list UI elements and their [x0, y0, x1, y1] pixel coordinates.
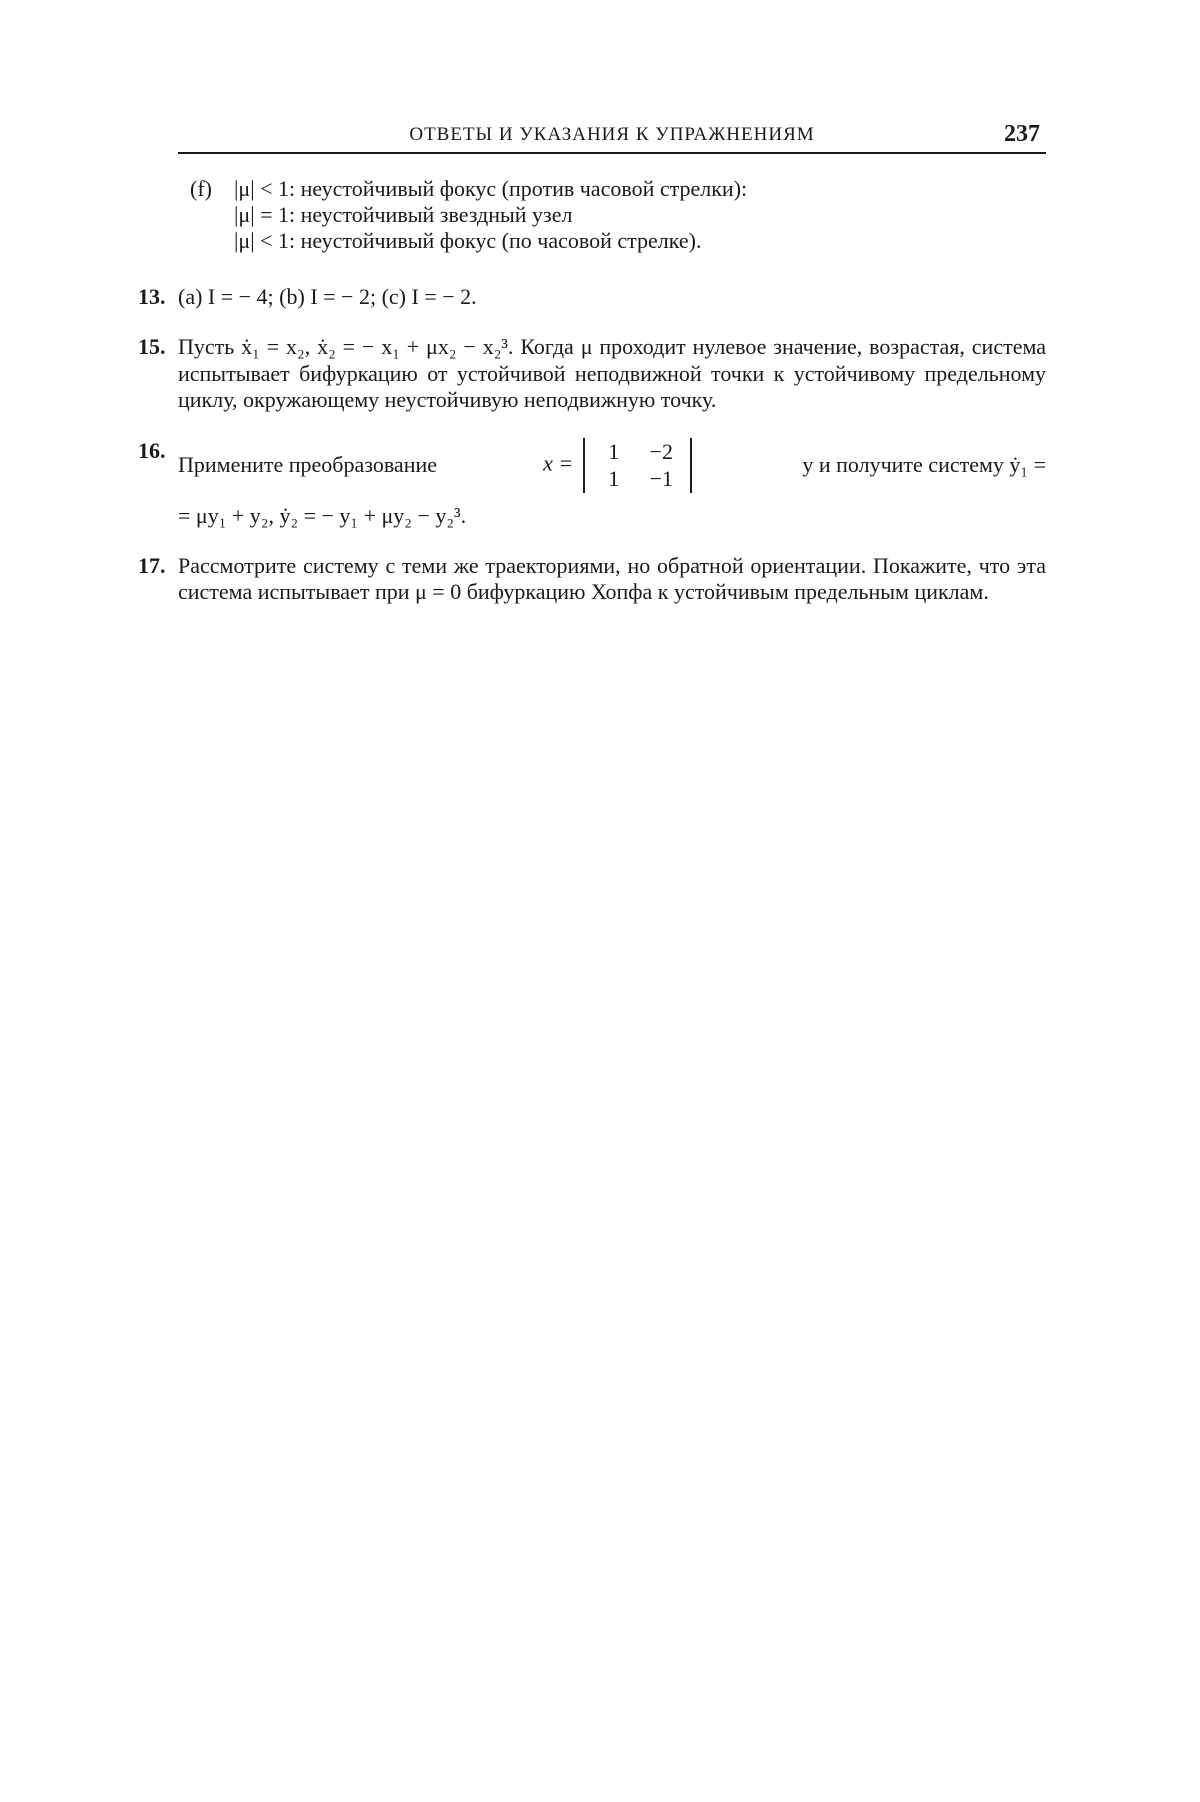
- transformation-formula: [543, 438, 696, 493]
- item-f: [178, 176, 1046, 260]
- item-f-line: |μ| < 1: неустойчивый фокус (по часовой стрелке).: [234, 228, 702, 253]
- item-f-line: |μ| < 1: неустойчивый фокус (против часовой стрелки):: [234, 176, 748, 201]
- item-f-lines: [234, 176, 747, 254]
- problem-15: [138, 334, 1046, 413]
- problem-16-line1: [178, 438, 1046, 493]
- matrix-cell: −1: [649, 466, 673, 492]
- problem-16-text-after: y и получите систему ẏ₁ =: [802, 451, 1046, 477]
- problem-16-line2: = μy₁ + y₂, ẏ₂ = − y₁ + μy₂ − y₂³.: [178, 502, 467, 528]
- running-head-title: ОТВЕТЫ И УКАЗАНИЯ К УПРАЖНЕНИЯМ: [409, 124, 815, 145]
- problem-text: (a) I = − 4; (b) I = − 2; (c) I = − 2.: [178, 284, 477, 309]
- problem-number: 17.: [138, 552, 166, 578]
- problem-number: 16.: [138, 437, 166, 463]
- problem-17: [138, 552, 1046, 606]
- problem-text: Пусть ẋ₁ = x₂, ẋ₂ = − x₁ + μx₂ − x₂³. Когда μ проходит нулевое значение, возрастая, система испытывает бифуркацию от устойчивой неподвижной точки к устойчивому предельному циклу, окружающему неустойчивую неподвижную точку.: [178, 334, 1046, 413]
- matrix-row: [593, 465, 683, 493]
- matrix-row: [593, 438, 683, 466]
- item-f-label: (f): [190, 176, 212, 201]
- problem-16-text-before: Примените преобразование: [178, 451, 438, 477]
- problem-16: [138, 437, 1046, 529]
- matrix-cell: −2: [649, 438, 673, 464]
- problem-number: 15.: [138, 334, 166, 360]
- matrix-cell: 1: [608, 438, 620, 464]
- page-number: 237: [1004, 121, 1040, 147]
- formula-lhs: x =: [543, 450, 574, 476]
- running-head: [178, 118, 1046, 154]
- problem-text: Рассмотрите систему с теми же траекториями, но обратной ориентации. Покажите, что эта система испытывает при μ = 0 бифуркацию Хопфа к устойчивым предельным циклам.: [178, 552, 1046, 605]
- transformation-matrix: [583, 438, 693, 493]
- page: [138, 118, 1046, 606]
- item-f-line: |μ| = 1: неустойчивый звездный узел: [234, 202, 573, 227]
- problem-13: [138, 284, 1046, 310]
- matrix-cell: 1: [608, 466, 620, 492]
- problem-number: 13.: [138, 284, 166, 309]
